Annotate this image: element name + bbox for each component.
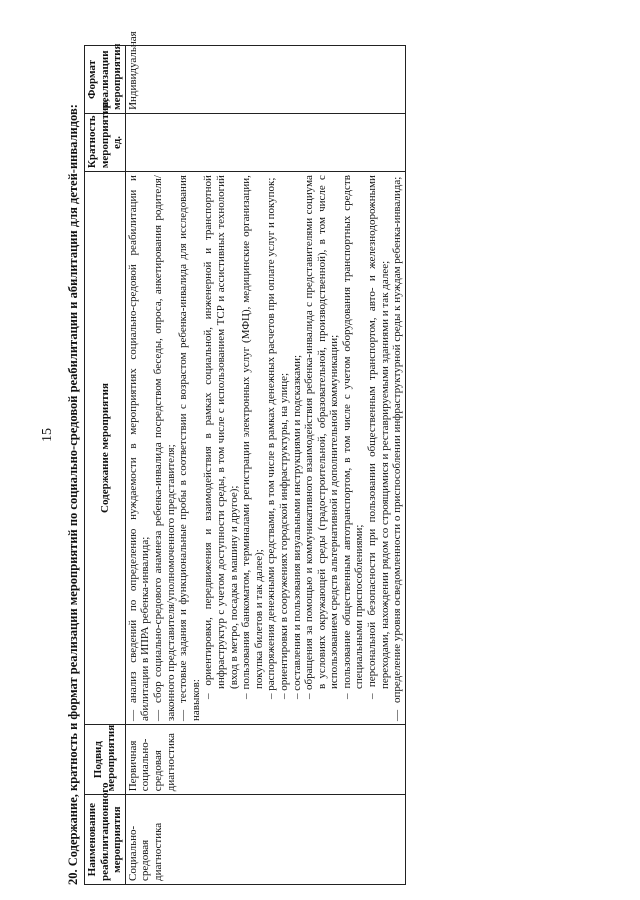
- header-content: Содержание мероприятия: [85, 172, 126, 725]
- cell-name: Социально-средовая диагностика: [125, 795, 405, 885]
- table-header-row: [85, 46, 126, 885]
- cell-content: [125, 172, 405, 725]
- cell-subtype: Первичная социально-средовая диагностика: [125, 724, 405, 794]
- rotated-page-content: [66, 31, 588, 885]
- list-item: – составления и пользования визуальными инструкциями и подсказками;: [291, 175, 304, 699]
- table-row: [125, 46, 405, 885]
- list-item: – обращения за помощью и коммуникативного взаимодействия ребенка-инвалида с представителями социума в условиях окружающей среды (градостроительной, образовательной, производственной), в том числе с использованием средств альтернативной и дополнительной коммуникации;: [303, 175, 341, 699]
- section-title: 20. Содержание, кратность и формат реализации мероприятий по социально-средовой реабилитации и абилитации для детей-инвалидов:: [66, 104, 80, 885]
- list-item: – персональной безопасности при пользовании общественным транспортом, авто- и железнодорожными переходами, нахождении рядом со строящимися и реставрируемыми зданиями и так далее;: [366, 175, 391, 699]
- list-item: – ориентировки в сооружениях городской инфраструктуры, на улице;: [278, 175, 291, 699]
- cell-format: Индивидуальная: [125, 46, 405, 114]
- list-item: – пользования банкоматом, терминалами регистрации электронных услуг (МФЦ), медицинские организации, покупка билетов и так далее);: [240, 175, 265, 699]
- list-item: – пользование общественным автотранспортом, в том числе с учетом оборудования транспортных средств специальными приспособлениями;: [341, 175, 366, 699]
- header-multiplicity: Кратность мероприятия, ед.: [85, 113, 126, 171]
- content-item: —сбор социально-средового анамнеза ребенка-инвалида посредством беседы, опроса, анкетирования родителя/законного представителя/уполномоченного представителя;: [151, 175, 177, 721]
- cell-multiplicity: [125, 113, 405, 171]
- content-item: —определение уровня осведомленности о приспособлении инфраструктурной среды к нуждам ребенка-инвалида;: [391, 176, 404, 721]
- list-item: – ориентировки, передвижения и взаимодействия в рамках социальной, инженерной и транспортной инфраструктур с учетом доступности среды, в том числе с использованием ТСР и ассистивных технологий (вход в метро, посадка в машину и другое);: [202, 175, 240, 699]
- measures-table: [84, 31, 406, 885]
- header-name: Наименование реабилитационного мероприятия: [85, 795, 126, 885]
- page-number: 15: [40, 428, 55, 442]
- header-format: Формат реализации мероприятия: [85, 46, 126, 114]
- header-subtype: Подвид мероприятия: [85, 724, 126, 794]
- skills-list: [202, 175, 391, 721]
- list-item: – распоряжения денежными средствами, в том числе в рамках денежных расчетов при оплате услуг и покупок;: [265, 175, 278, 699]
- content-item: —анализ сведений по определению нуждаемости в мероприятиях социально-средовой реабилитации и абилитации в ИПРА ребенка-инвалида;: [126, 175, 152, 721]
- content-item: —тестовые задания и функциональные пробы в соответствии с возрастом ребенка-инвалида для исследования навыков:: [177, 175, 202, 721]
